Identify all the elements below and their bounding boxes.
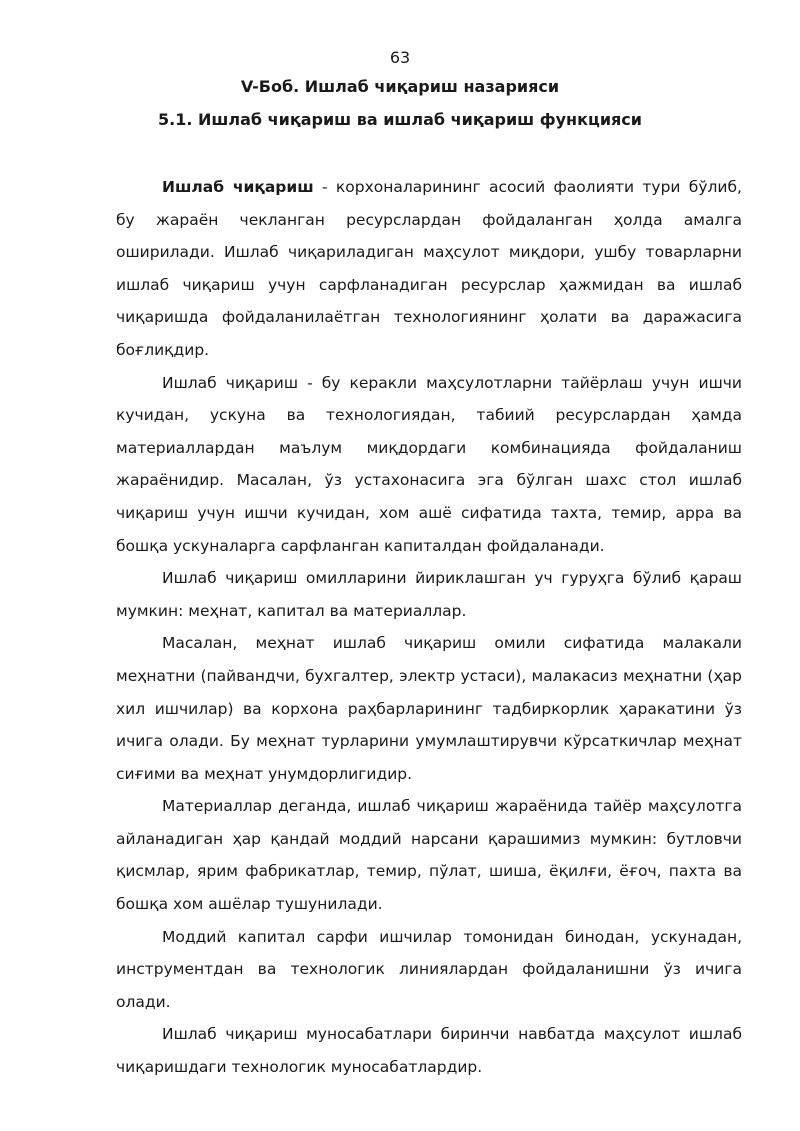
body-text xyxy=(116,171,742,1084)
paragraph-text: - корхоналарининг асосий фаолияти тури бўлиб, бу жараён чекланган ресурслардан фойдаланган ҳолда амалга оширилади. Ишлаб чиқариладиган маҳсулот миқдори, ушбу товарларни ишлаб чиқариш учун сарфланадиган ресурслар ҳажмидан ва ишлаб чиқаришда фойдаланилаётган технологиянинг ҳолати ва даражасига боғлиқдир. xyxy=(116,178,742,359)
paragraph-3: Ишлаб чиқариш омилларини йириклашган уч гуруҳга бўлиб қараш мумкин: меҳнат, капитал ва материаллар. xyxy=(116,569,742,620)
defined-term: Ишлаб чиқариш xyxy=(162,178,314,196)
paragraph-7: Ишлаб чиқариш муносабатлари биринчи навбатда маҳсулот ишлаб чиқаришдаги технологик муносабатлардир. xyxy=(116,1025,742,1077)
paragraph-1 xyxy=(116,171,742,367)
paragraph-2: Ишлаб чиқариш - бу керакли маҳсулотларни тайёрлаш учун ишчи кучидан, ускуна ва технологиядан, табиий ресурслардан ҳамда материаллардан маълум миқдордаги комбинацияда фойдаланиш жараёнидир. Масалан, ўз устахонасига эга бўлган шахс стол ишлаб чиқариш учун ишчи кучидан, хом ашё сифатида тахта, темир, арра ва бошқа ускуналарга сарфланган капиталдан фойдаланади. xyxy=(116,373,742,555)
chapter-title: V-Боб. Ишлаб чиқариш назарияси xyxy=(240,77,560,96)
page-number: 63 xyxy=(389,48,411,67)
paragraph-6: Моддий капитал сарфи ишчилар томонидан бинодан, ускунадан, инструментдан ва технологик линиялардан фойдаланишни ўз ичига олади. xyxy=(116,927,742,1011)
paragraph-4: Масалан, меҳнат ишлаб чиқариш омили сифатида малакали меҳнатни (пайвандчи, бухгалтер, электр устаси), малакасиз меҳнатни (ҳар хил ишчилар) ва корхона раҳбарларининг тадбиркорлик ҳаракатини ўз ичига олади. Бу меҳнат турларини умумлаштирувчи кўрсаткичлар меҳнат сиғими ва меҳнат унумдорлигидир. xyxy=(116,634,742,783)
paragraph-5: Материаллар деганда, ишлаб чиқариш жараёнида тайёр маҳсулотга айланадиган ҳар қандай моддий нарсани қарашимиз мумкин: бутловчи қисмлар, ярим фабрикатлар, темир, пўлат, шиша, ёқилғи, ёғоч, пахта ва бошқа хом ашёлар тушунилади. xyxy=(116,797,742,914)
section-title: 5.1. Ишлаб чиқариш ва ишлаб чиқариш функцияси xyxy=(158,110,642,129)
